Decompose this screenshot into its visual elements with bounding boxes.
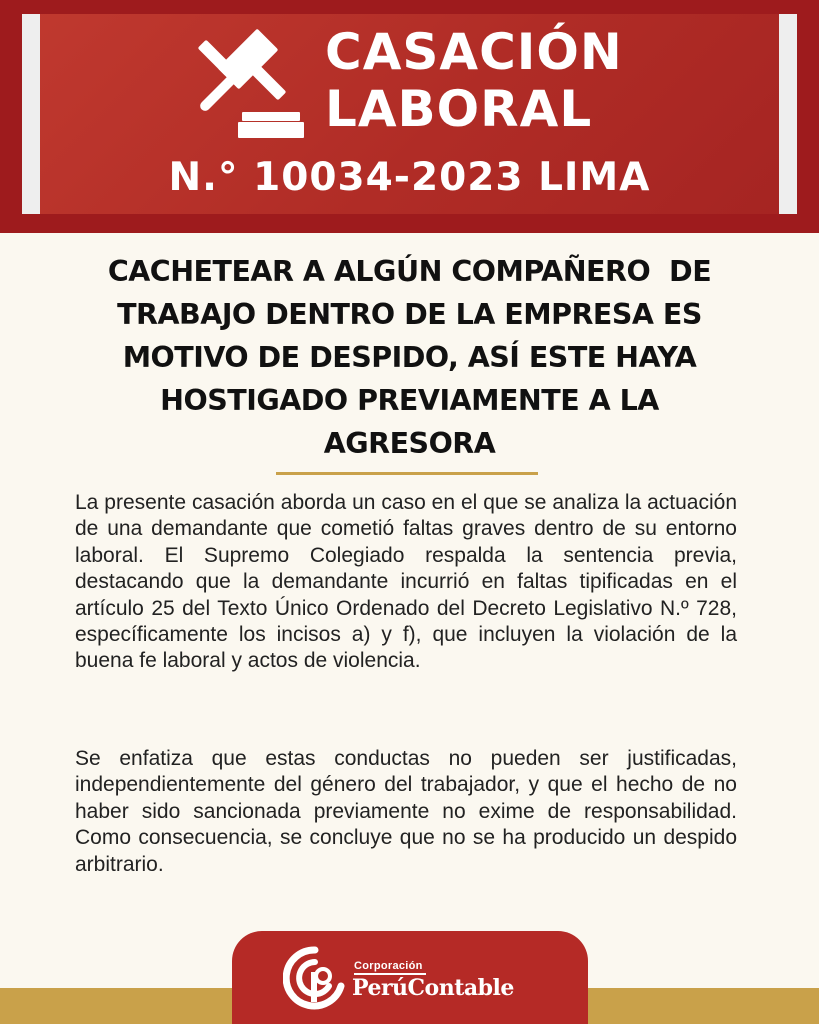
divider <box>276 472 538 475</box>
peru-contable-logo-icon <box>283 946 347 1010</box>
case-number: N.° 10034-2023 LIMA <box>168 155 651 200</box>
title-line-2: LABORAL <box>325 80 593 138</box>
body-paragraph-1: La presente casación aborda un caso en el que se analiza la actuación de una demandante que cometió faltas graves dentro de su entorno laboral. El Supremo Colegiado respalda la sentencia previa, destacando que la demandante incurrió en faltas tipificadas en el artículo 25 del Texto Único Ordenado del Decreto Legislativo N.º 728, específicamente los incisos a) y f), que incluyen la violación de la buena fe laboral y actos de violencia. <box>75 491 737 673</box>
headline-line-4: HOSTIGADO PREVIAMENTE A LA <box>160 384 659 417</box>
brand-small-text: Corporación <box>354 960 423 972</box>
headline <box>40 250 779 465</box>
gavel-icon <box>190 22 310 142</box>
headline-line-5: AGRESORA <box>323 427 496 460</box>
headline-line-3: MOTIVO DE DESPIDO, ASÍ ESTE HAYA <box>122 341 697 374</box>
page-title <box>325 24 623 138</box>
title-line-1: CASACIÓN <box>325 23 623 81</box>
brand-name: PerúContable <box>352 975 514 1001</box>
header-banner <box>0 0 819 233</box>
headline-line-1: CACHETEAR A ALGÚN COMPAÑERO DE <box>107 255 712 288</box>
body-paragraph-2: Se enfatiza que estas conductas no pueden ser justificadas, independientemente del género del trabajador, y que el hecho de no haber sido sancionada previamente no exime de responsabilidad. Como consecuencia, se concluye que no se ha producido un despido arbitrario. <box>75 747 737 876</box>
headline-line-2: TRABAJO DENTRO DE LA EMPRESA ES <box>117 298 702 331</box>
